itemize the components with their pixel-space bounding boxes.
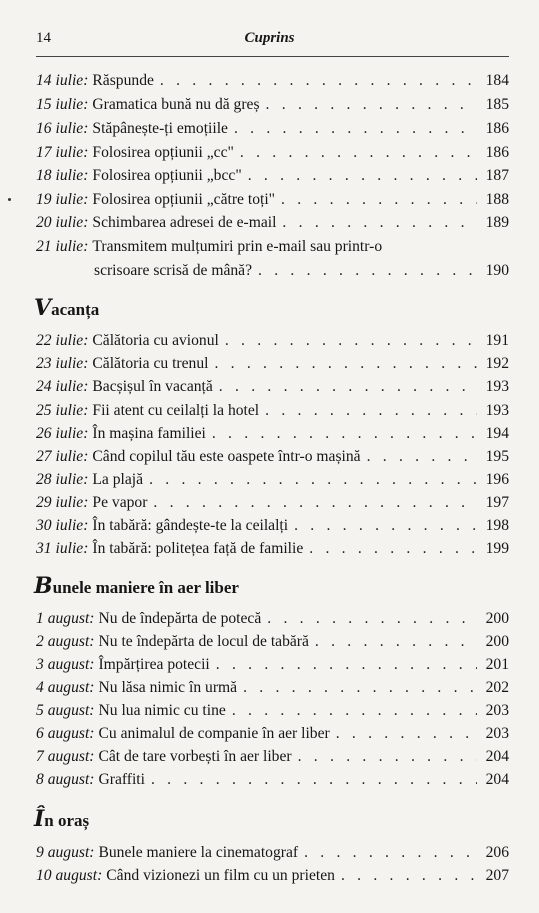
entry-title: Folosirea opțiunii „bcc" <box>92 167 242 184</box>
entry-title: Cât de tare vorbești în aer liber <box>98 748 292 765</box>
dot-leader <box>267 607 477 630</box>
toc-entry[interactable] <box>36 864 509 887</box>
section-heading-aer-liber <box>34 574 239 600</box>
section-initial: Î <box>34 806 45 832</box>
entry-title: Pe vapor <box>92 494 148 511</box>
entry-page: 206 <box>485 844 509 861</box>
toc-entry[interactable] <box>36 69 509 92</box>
section-heading-vacanta <box>34 296 99 322</box>
print-speck <box>8 198 11 201</box>
dot-leader <box>265 399 477 422</box>
toc-entry[interactable] <box>36 188 509 211</box>
entry-date: 6 august: <box>36 725 95 742</box>
entry-page: 185 <box>485 96 509 113</box>
dot-leader <box>266 93 477 116</box>
entry-date: 18 iulie: <box>36 167 89 184</box>
toc-entry[interactable] <box>36 537 509 560</box>
entry-date: 25 iulie: <box>36 402 89 419</box>
toc-entry[interactable] <box>36 676 509 699</box>
entry-title: Cu animalul de companie în aer liber <box>98 725 330 742</box>
entry-date: 2 august: <box>36 633 95 650</box>
entry-title: Bunele maniere la cinematograf <box>98 844 299 861</box>
entry-page: 186 <box>485 120 509 137</box>
entry-date: 28 iulie: <box>36 471 89 488</box>
entry-date: 3 august: <box>36 656 95 673</box>
entry-page: 204 <box>485 771 509 788</box>
entry-title: Folosirea opțiunii „către toți" <box>92 191 276 208</box>
toc-entry[interactable] <box>36 699 509 722</box>
entry-date: 23 iulie: <box>36 355 89 372</box>
entry-date: 30 iulie: <box>36 517 89 534</box>
entry-title: Când copilul tău este oaspete într-o mașină <box>92 448 361 465</box>
entry-title: Răspunde <box>92 72 154 89</box>
entry-date: 4 august: <box>36 679 95 696</box>
section-title: n oraș <box>44 811 90 830</box>
dot-leader <box>151 768 477 791</box>
toc-entry[interactable] <box>36 841 509 864</box>
entry-date: 1 august: <box>36 610 95 627</box>
page-number: 14 <box>36 30 51 46</box>
entry-title: La plajă <box>92 471 144 488</box>
entry-page: 193 <box>485 378 509 395</box>
entry-page: 202 <box>485 679 509 696</box>
entry-page: 194 <box>485 425 509 442</box>
toc-entry[interactable] <box>36 468 509 491</box>
page-header <box>36 30 503 52</box>
toc-entry[interactable] <box>36 352 509 375</box>
entry-title: Călătoria cu trenul <box>92 355 209 372</box>
entry-page: 195 <box>485 448 509 465</box>
toc-entry[interactable] <box>36 422 509 445</box>
toc-entry[interactable] <box>36 329 509 352</box>
dot-leader <box>216 653 477 676</box>
toc-entry[interactable] <box>36 491 509 514</box>
entry-date: 8 august: <box>36 771 95 788</box>
entry-date: 31 iulie: <box>36 540 89 557</box>
entry-date: 21 iulie: <box>36 238 89 255</box>
entry-date: 7 august: <box>36 748 95 765</box>
entry-page: 189 <box>485 214 509 231</box>
entry-title: Nu lăsa nimic în urmă <box>98 679 238 696</box>
dot-leader <box>153 491 477 514</box>
dot-leader <box>232 699 477 722</box>
dot-leader <box>243 676 477 699</box>
toc-entry[interactable] <box>36 211 509 234</box>
dot-leader <box>248 164 477 187</box>
entry-title: Când vizionezi un film cu un prieten <box>106 867 335 884</box>
dot-leader <box>336 722 477 745</box>
dot-leader <box>149 468 477 491</box>
entry-title: Împărțirea potecii <box>98 656 210 673</box>
dot-leader <box>212 422 477 445</box>
entry-title: Stăpânește-ți emoțiile <box>92 120 228 137</box>
entry-page: 191 <box>485 332 509 349</box>
entry-date: 16 iulie: <box>36 120 89 137</box>
dot-leader <box>281 188 477 211</box>
entry-title: Folosirea opțiunii „cc" <box>92 144 234 161</box>
toc-entry[interactable] <box>36 722 509 745</box>
entry-title: Nu lua nimic cu tine <box>98 702 226 719</box>
entry-title: Gramatica bună nu dă greș <box>92 96 260 113</box>
toc-entry[interactable] <box>36 235 509 258</box>
dot-leader <box>304 841 477 864</box>
dot-leader <box>367 445 477 468</box>
toc-entry[interactable] <box>36 93 509 116</box>
entry-date: 19 iulie: <box>36 191 89 208</box>
toc-entry[interactable] <box>36 117 509 140</box>
entry-date: 9 august: <box>36 844 95 861</box>
toc-entry[interactable] <box>36 607 509 630</box>
entry-date: 26 iulie: <box>36 425 89 442</box>
toc-entry[interactable] <box>36 445 509 468</box>
entry-title: În tabără: politețea față de familie <box>92 540 304 557</box>
entry-title: Graffiti <box>98 771 145 788</box>
entry-page: 184 <box>485 72 509 89</box>
running-title: Cuprins <box>244 30 295 46</box>
toc-entry[interactable] <box>36 375 509 398</box>
entry-page: 197 <box>485 494 509 511</box>
entry-title: Fii atent cu ceilalți la hotel <box>92 402 260 419</box>
entry-date: 17 iulie: <box>36 144 89 161</box>
entry-date: 22 iulie: <box>36 332 89 349</box>
toc-entry[interactable] <box>36 768 509 791</box>
entry-page: 190 <box>485 262 509 279</box>
entry-page: 199 <box>485 540 509 557</box>
entry-date: 10 august: <box>36 867 103 884</box>
entry-title: Nu te îndepărta de locul de tabără <box>98 633 309 650</box>
entry-date: 20 iulie: <box>36 214 89 231</box>
entry-title: Transmitem mulțumiri prin e-mail sau printr-o <box>92 238 383 255</box>
entry-title: În tabără: gândește-te la ceilalți <box>92 517 289 534</box>
entry-title: Nu de îndepărta de potecă <box>98 610 262 627</box>
dot-leader <box>341 864 477 887</box>
entry-page: 200 <box>485 633 509 650</box>
entry-page: 192 <box>485 355 509 372</box>
dot-leader <box>309 537 477 560</box>
entry-title: Călătoria cu avionul <box>92 332 219 349</box>
toc-entry-continuation[interactable] <box>36 259 509 282</box>
toc-entry[interactable] <box>36 745 509 768</box>
dot-leader <box>219 375 477 398</box>
entry-page: 201 <box>485 656 509 673</box>
dot-leader <box>294 514 477 537</box>
entry-page: 188 <box>485 191 509 208</box>
entry-date: 5 august: <box>36 702 95 719</box>
toc-entry[interactable] <box>36 630 509 653</box>
dot-leader <box>282 211 477 234</box>
entry-page: 187 <box>485 167 509 184</box>
entry-date: 29 iulie: <box>36 494 89 511</box>
entry-title: Bacșișul în vacanță <box>92 378 213 395</box>
dot-leader <box>214 352 477 375</box>
dot-leader <box>240 141 477 164</box>
header-rule <box>36 56 509 57</box>
entry-title: În mașina familiei <box>92 425 206 442</box>
dot-leader <box>315 630 477 653</box>
toc-entry[interactable] <box>36 141 509 164</box>
toc-entry[interactable] <box>36 164 509 187</box>
dot-leader <box>225 329 477 352</box>
dot-leader <box>258 259 477 282</box>
entry-page: 207 <box>485 867 509 884</box>
entry-page: 196 <box>485 471 509 488</box>
section-heading-in-oras <box>34 807 89 833</box>
dot-leader <box>234 117 477 140</box>
toc-entry[interactable] <box>36 399 509 422</box>
dot-leader <box>160 69 477 92</box>
section-initial: B <box>34 573 53 599</box>
entry-page: 203 <box>485 725 509 742</box>
entry-page: 186 <box>485 144 509 161</box>
entry-page: 200 <box>485 610 509 627</box>
entry-page: 198 <box>485 517 509 534</box>
entry-title-continued: scrisoare scrisă de mână? <box>94 262 253 279</box>
toc-entry[interactable] <box>36 514 509 537</box>
entry-title: Schimbarea adresei de e-mail <box>92 214 277 231</box>
toc-entry[interactable] <box>36 653 509 676</box>
entry-date: 24 iulie: <box>36 378 89 395</box>
entry-page: 204 <box>485 748 509 765</box>
entry-date: 14 iulie: <box>36 72 89 89</box>
entry-date: 15 iulie: <box>36 96 89 113</box>
dot-leader <box>298 745 477 768</box>
section-title: unele maniere în aer liber <box>52 578 239 597</box>
section-title: acanța <box>51 300 100 319</box>
entry-page: 203 <box>485 702 509 719</box>
entry-page: 193 <box>485 402 509 419</box>
section-initial: V <box>34 295 52 321</box>
entry-date: 27 iulie: <box>36 448 89 465</box>
